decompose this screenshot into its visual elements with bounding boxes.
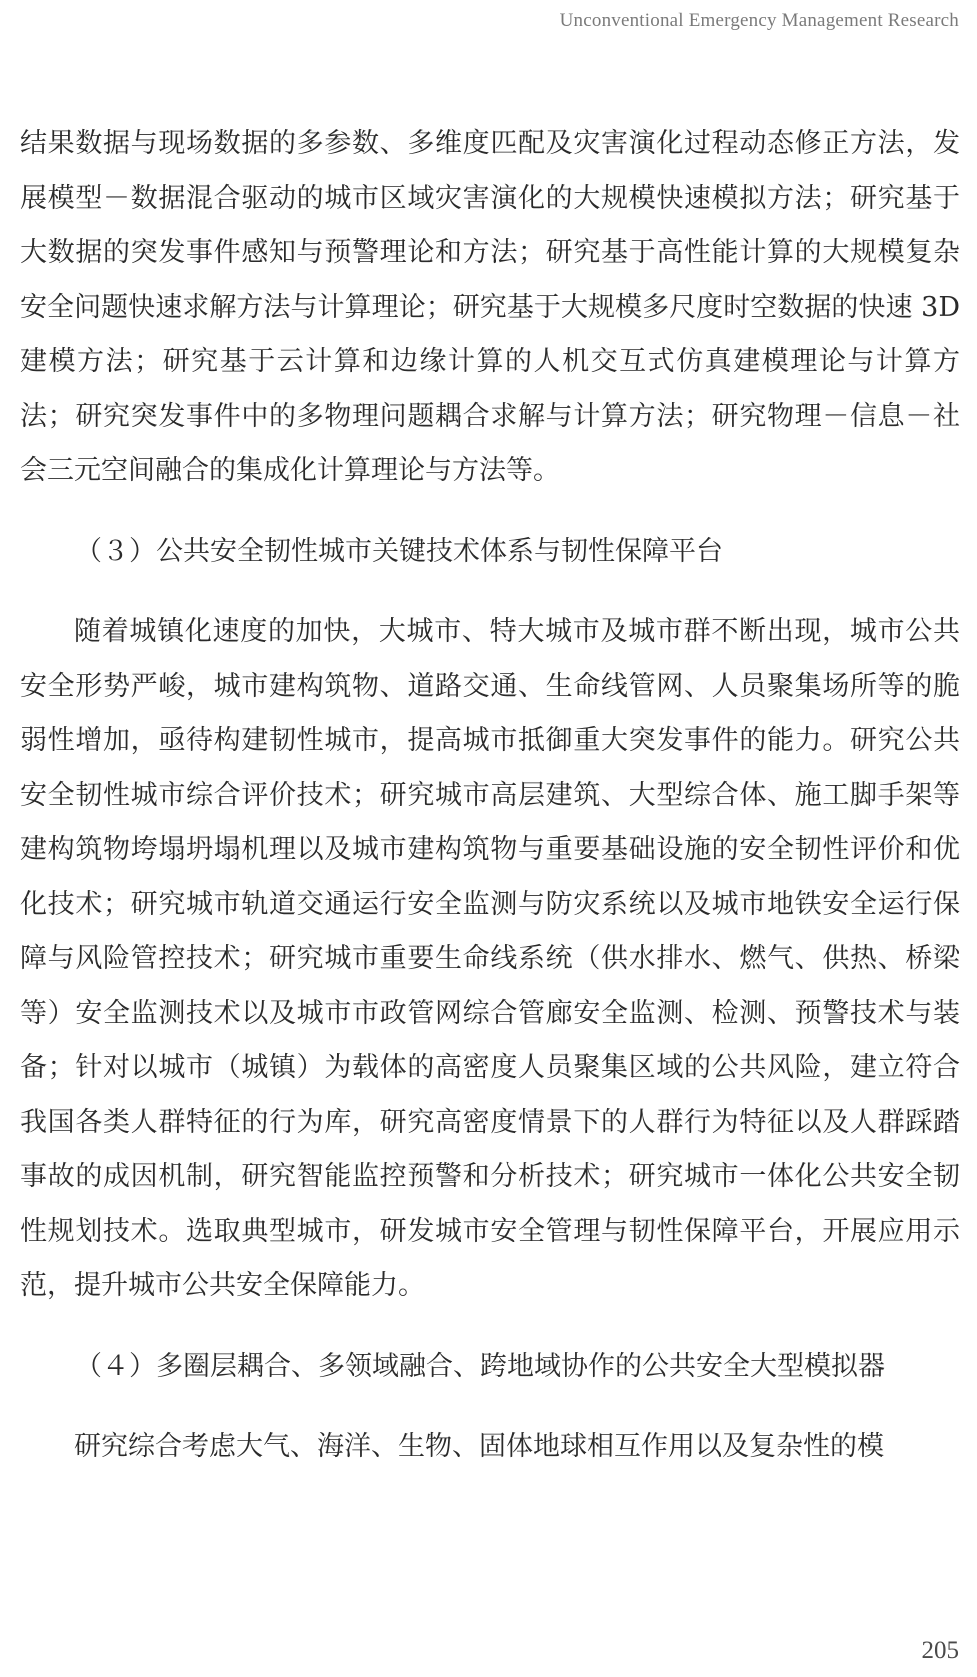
paragraph-continued: 结果数据与现场数据的多参数、多维度匹配及灾害演化过程动态修正方法，发展模型－数据混合驱动的城市区域灾害演化的大规模快速模拟方法；研究基于大数据的突发事件感知与预警理论和方法；研究基于高性能计算的大规模复杂安全问题快速求解方法与计算理论；研究基于大规模多尺度时空数据的快速 3D 建模方法；研究基于云计算和边缘计算的人机交互式仿真建模理论与计算方法；研究突发事件中的多物理问题耦合求解与计算方法；研究物理－信息－社会三元空间融合的集成化计算理论与方法等。 <box>20 128 960 486</box>
paragraph-simulator: 研究综合考虑大气、海洋、生物、固体地球相互作用以及复杂性的模 <box>74 1431 884 1462</box>
spacer <box>20 579 960 605</box>
running-header: Unconventional Emergency Management Research <box>559 10 959 31</box>
spacer <box>20 1314 960 1340</box>
body-text <box>20 117 960 1475</box>
spacer <box>20 1394 960 1420</box>
section-heading-4: （４）多圈层耦合、多领域融合、跨地域协作的公共安全大型模拟器 <box>75 1350 885 1382</box>
page-number: 205 <box>921 1637 959 1664</box>
paragraph-resilient-city: 随着城镇化速度的加快，大城市、特大城市及城市群不断出现，城市公共安全形势严峻，城市建构筑物、道路交通、生命线管网、人员聚集场所等的脆弱性增加，亟待构建韧性城市，提高城市抵御重大突发事件的能力。研究公共安全韧性城市综合评价技术；研究城市高层建筑、大型综合体、施工脚手架等建构筑物垮塌坍塌机理以及城市建构筑物与重要基础设施的安全韧性评价和优化技术；研究城市轨道交通运行安全监测与防灾系统以及城市地铁安全运行保障与风险管控技术；研究城市重要生命线系统（供水排水、燃气、供热、桥梁等）安全监测技术以及城市市政管网综合管廊安全监测、检测、预警技术与装备；针对以城市（城镇）为载体的高密度人员聚集区域的公共风险，建立符合我国各类人群特征的行为库，研究高密度情景下的人群行为特征以及人群踩踏事故的成因机制，研究智能监控预警和分析技术；研究城市一体化公共安全韧性规划技术。选取典型城市，研发城市安全管理与韧性保障平台，开展应用示范，提升城市公共安全保障能力。 <box>20 616 960 1301</box>
spacer <box>20 499 960 525</box>
section-heading-3: （３）公共安全韧性城市关键技术体系与韧性保障平台 <box>75 535 723 567</box>
